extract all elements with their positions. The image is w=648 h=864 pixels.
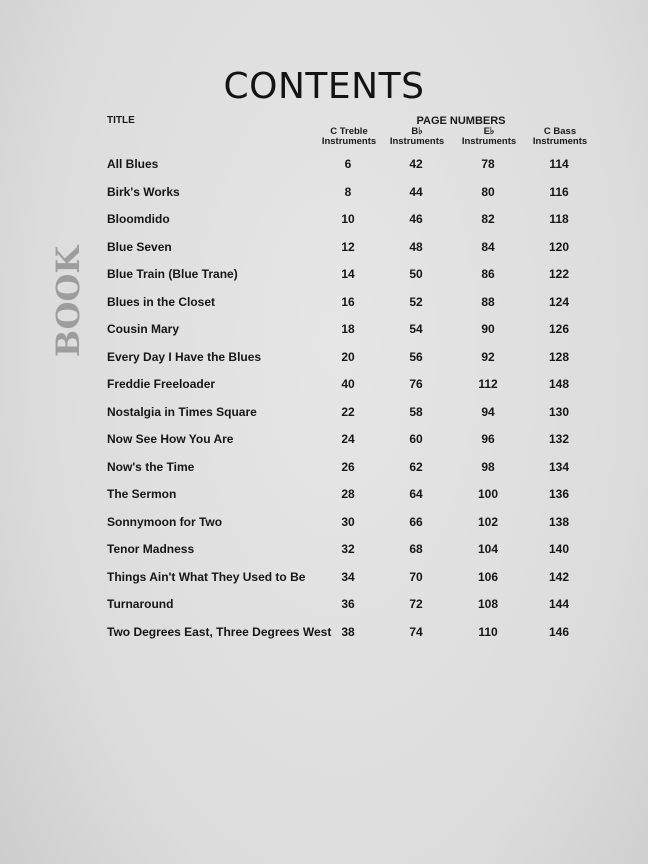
table-row [0,240,648,268]
page-number-b-flat: 72 [409,597,423,611]
column-header-line1: B♭ [411,126,423,137]
title-column-header: TITLE [107,115,135,126]
page-number-b-flat: 74 [409,624,423,639]
table-row [0,350,648,378]
page-number-c-treble: 14 [341,267,355,281]
table-row [0,597,648,625]
page-number-b-flat: 60 [409,432,423,446]
page-number-c-bass: 126 [548,322,570,336]
page-number-e-flat: 100 [477,487,499,501]
page-number-c-treble: 10 [341,212,355,226]
page-number-c-treble: 18 [341,322,355,336]
page-number-e-flat: 104 [477,542,499,556]
song-title: Now See How You Are [107,432,234,446]
page-number-c-bass: 138 [548,514,570,529]
page-number-c-bass: 140 [548,542,570,556]
song-title: Two Degrees East, Three Degrees West [107,624,332,639]
page-title: CONTENTS [223,66,425,107]
page-number-c-bass: 120 [548,239,570,254]
page-number-b-flat: 46 [409,212,423,226]
page-number-c-treble: 32 [341,542,355,556]
table-row [0,542,648,570]
page-number-c-treble: 22 [341,404,355,419]
page-number-b-flat: 64 [409,487,423,501]
song-title: Sonnymoon for Two [107,514,223,529]
page-number-c-bass: 118 [549,212,569,226]
page-number-e-flat: 102 [477,514,499,529]
page-number-e-flat: 94 [481,404,495,419]
song-title: Nostalgia in Times Square [107,404,257,419]
page-number-c-treble: 40 [341,377,355,391]
page-number-c-treble: 20 [341,349,355,364]
page-numbers-header: PAGE NUMBERS [416,115,506,127]
page-number-e-flat: 92 [481,349,495,364]
page-number-e-flat: 106 [477,569,499,584]
column-header-line2: Instruments [532,136,588,147]
table-row [0,322,648,350]
song-title: Blue Train (Blue Trane) [107,267,238,281]
page-number-c-treble: 34 [341,569,355,584]
column-header-e-flat [449,127,529,147]
page-number-b-flat: 52 [409,294,423,309]
table-row [0,267,648,295]
page-number-c-treble: 16 [341,294,355,309]
song-title: Tenor Madness [107,542,195,556]
page-number-c-treble: 38 [341,624,355,639]
song-title: Now's the Time [107,459,195,474]
song-title: Blue Seven [107,239,172,254]
page-number-b-flat: 62 [409,459,423,474]
side-label-text: BOOK [49,245,87,357]
page-number-e-flat: 80 [481,184,495,199]
page-number-c-bass: 136 [548,487,570,501]
page-number-c-bass: 122 [548,267,570,281]
column-header-b-flat [377,127,457,147]
page-number-c-bass: 146 [548,624,570,639]
page-number-b-flat: 54 [409,322,423,336]
table-row [0,212,648,240]
song-title: Blues in the Closet [107,294,216,309]
page-number-c-bass: 130 [548,404,570,419]
page-number-b-flat: 42 [409,157,423,171]
page-number-c-treble: 30 [341,514,355,529]
page-number-c-bass: 134 [548,459,570,474]
page-number-c-treble: 24 [341,432,355,446]
page-number-e-flat: 88 [481,294,495,309]
page-number-e-flat: 82 [481,212,495,226]
page-number-c-treble: 28 [341,487,355,501]
page-number-e-flat: 84 [481,239,495,254]
page-number-b-flat: 44 [409,184,423,199]
page-number-b-flat: 68 [409,542,423,556]
table-row [0,185,648,213]
page-number-e-flat: 78 [481,157,495,171]
table-row [0,487,648,515]
page-number-b-flat: 70 [409,569,423,584]
column-header-line2: Instruments [321,136,377,147]
page-number-b-flat: 56 [409,349,423,364]
page-number-e-flat: 108 [477,597,499,611]
page-number-c-bass: 132 [548,432,570,446]
page-number-e-flat: 90 [481,322,495,336]
page-number-c-treble: 26 [341,459,355,474]
page-number-c-bass: 114 [549,157,569,171]
column-header-line1: E♭ [483,126,495,137]
song-title: Turnaround [107,597,174,611]
page-number-e-flat: 110 [478,624,498,639]
page-number-c-bass: 128 [548,349,570,364]
page-number-c-bass: 148 [548,377,570,391]
page-number-b-flat: 48 [409,239,423,254]
song-title: All Blues [107,157,159,171]
table-row [0,157,648,185]
table-row [0,432,648,460]
song-title: Things Ain't What They Used to Be [107,569,306,584]
page-number-e-flat: 98 [481,459,495,474]
song-title: Freddie Freeloader [107,377,216,391]
page-number-c-bass: 116 [549,184,569,199]
column-header-line2: Instruments [389,136,445,147]
page-number-b-flat: 76 [409,377,423,391]
song-title: The Sermon [107,487,177,501]
page-number-c-treble: 36 [341,597,355,611]
page-number-c-bass: 144 [548,597,570,611]
table-row [0,295,648,323]
page-number-b-flat: 58 [409,404,423,419]
song-title: Birk's Works [107,184,180,199]
table-row [0,460,648,488]
song-title: Bloomdido [107,212,170,226]
page-number-c-treble: 12 [341,239,355,254]
column-header-c-bass [520,127,600,147]
page-number-c-bass: 124 [548,294,570,309]
table-row [0,515,648,543]
page-number-c-bass: 142 [548,569,570,584]
table-row [0,625,648,653]
page-number-e-flat: 96 [481,432,495,446]
song-title: Every Day I Have the Blues [107,349,262,364]
table-row [0,570,648,598]
page-number-c-treble: 6 [344,157,352,171]
song-title: Cousin Mary [107,322,180,336]
page-number-e-flat: 86 [481,267,495,281]
table-row [0,405,648,433]
column-header-line1: C Bass [543,126,577,137]
page-number-b-flat: 50 [409,267,423,281]
column-header-line1: C Treble [330,126,368,137]
page-number-c-treble: 8 [344,184,352,199]
page-number-b-flat: 66 [409,514,423,529]
column-header-line2: Instruments [461,136,517,147]
page-number-e-flat: 112 [478,377,498,391]
table-row [0,377,648,405]
